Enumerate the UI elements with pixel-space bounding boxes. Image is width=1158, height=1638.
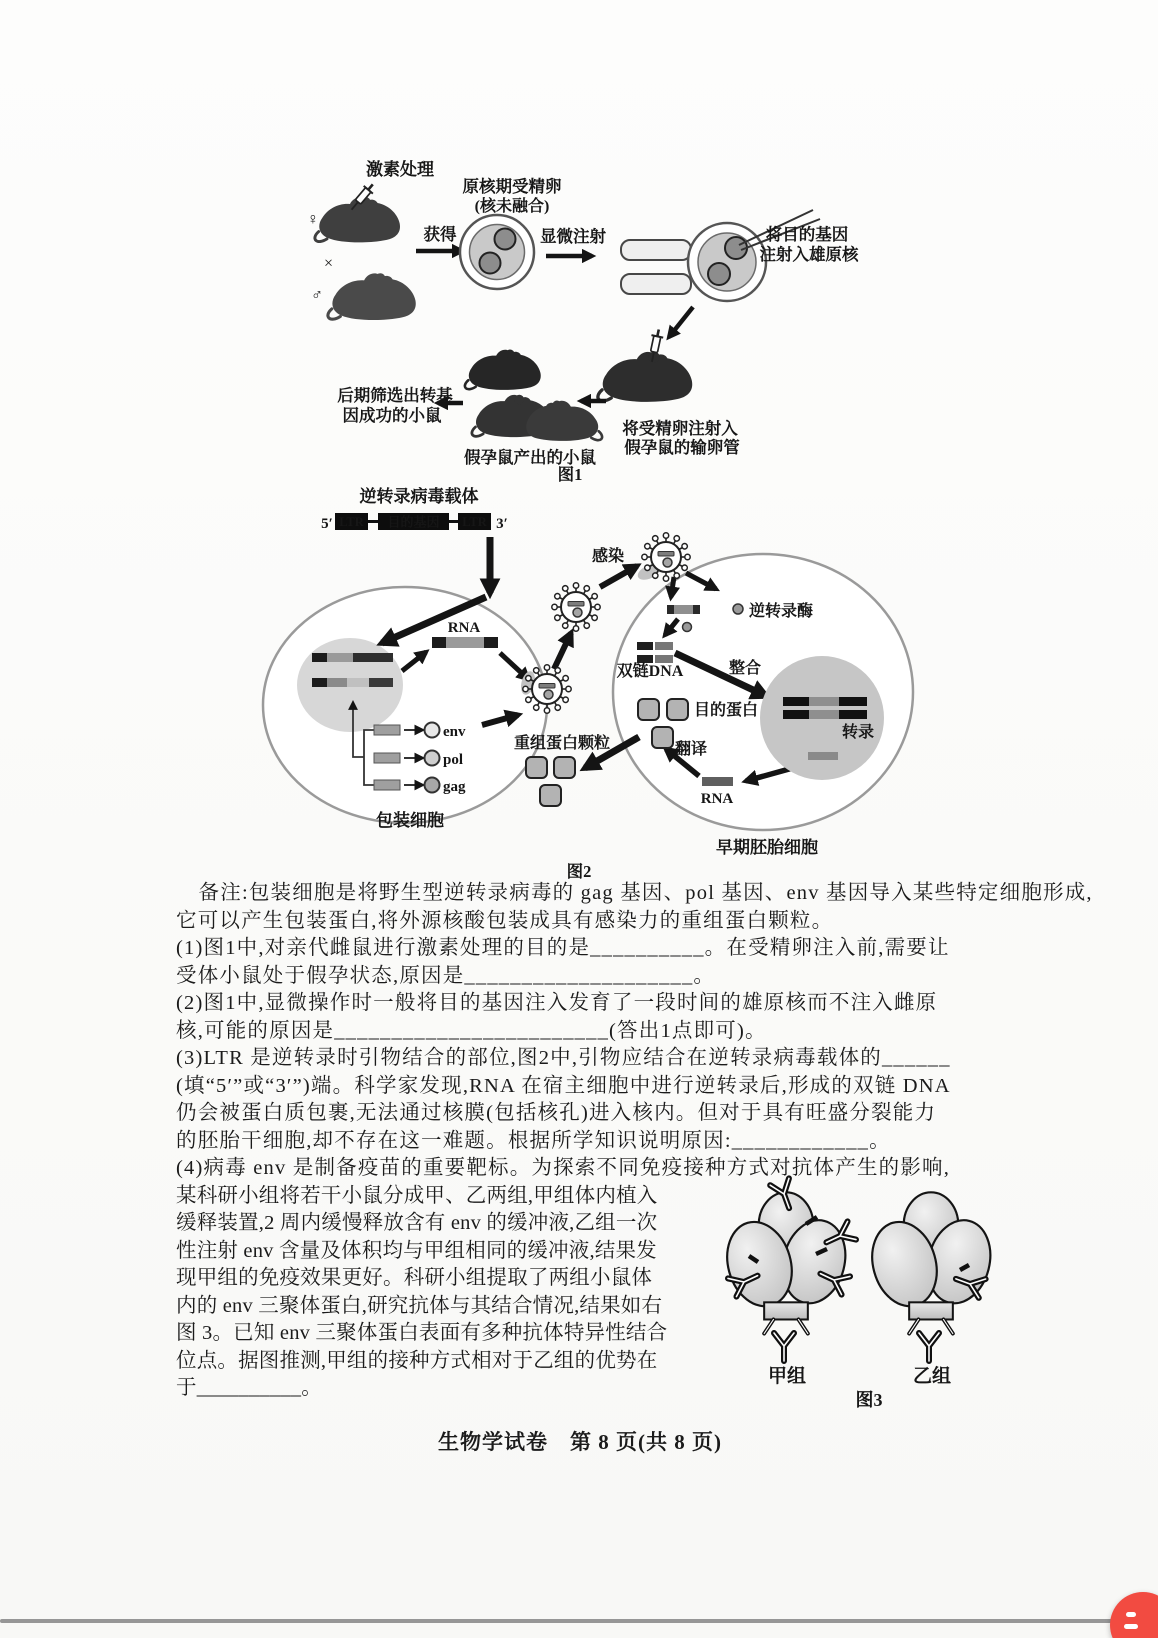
male-mouse-icon (328, 273, 416, 320)
rt-enzyme-label: 逆转录酶 (749, 603, 814, 620)
env-trimer-icon (863, 1192, 999, 1333)
env-trimer-icon (718, 1192, 854, 1333)
secreted-protein-squares (526, 757, 575, 806)
fig2-vector-title: 逆转录病毒载体 (359, 487, 479, 506)
infect-label: 感染 (591, 548, 625, 565)
three-prime-label: 3′ (496, 516, 508, 532)
env-label: env (443, 724, 466, 740)
transcribe-label: 转录 (842, 724, 875, 741)
q3-line-1: (3)LTR 是逆转录时引物结合的部位,图2中,引物应结合在逆转录病毒载体的______ (176, 1047, 951, 1069)
q4-line-1: 某科研小组将若干小鼠分成甲、乙两组,甲组体内植入 (176, 1184, 658, 1207)
reverse-transcriptase-icon (733, 604, 743, 614)
target-protein-label: 目的蛋白 (694, 702, 759, 719)
translate-label: 翻译 (674, 741, 708, 758)
q4-line-5: 内的 env 三聚体蛋白,研究抗体与其结合情况,结果如右 (176, 1294, 663, 1317)
enzyme-dot (683, 623, 692, 632)
scan-divider-line (0, 1619, 1116, 1623)
figure2-retrovirus-vector-diagram (250, 485, 970, 885)
target-gene-label: 目的基因 (387, 514, 440, 530)
fig1-label-inject-egg1: 将受精卵注射入 (622, 419, 738, 438)
pol-label: pol (443, 752, 464, 768)
q1-line-1: (1)图1中,对亲代雌鼠进行激素处理的目的是__________。在受精卵注入前,需要让 (176, 937, 950, 959)
female-symbol: ♀ (307, 211, 319, 228)
rna-bar-left (432, 637, 498, 648)
rna-right-label: RNA (700, 791, 734, 807)
figure3-antibody-binding-diagram (688, 1150, 1138, 1418)
packaging-cell-label: 包装细胞 (376, 811, 444, 830)
fab-glyph (1126, 1612, 1136, 1617)
fig1-caption: 图1 (557, 465, 583, 484)
note-line-2: 它可以产生包装蛋白,将外源核酸包装成具有感染力的重组蛋白颗粒。 (176, 909, 834, 932)
q2-line-1: (2)图1中,显微操作时一般将目的基因注入发育了一段时间的雄原核而不注入雌原 (176, 992, 938, 1014)
fig1-label-screen2: 因成功的小鼠 (342, 406, 442, 425)
fig1-label-egg1: 原核期受精卵 (462, 177, 562, 196)
q1-line-2: 受体小鼠处于假孕状态,原因是____________________。 (176, 964, 716, 987)
q3-line-2: (填“5′”或“3′”)端。科学家发现,RNA 在宿主细胞中进行逆转录后,形成的双链 DNA (176, 1074, 951, 1097)
gag-label: gag (443, 779, 466, 795)
q4-line-3: 性注射 env 含量及体积均与甲组相同的缓冲液,结果发 (176, 1239, 657, 1262)
holding-pipette-icon (621, 274, 691, 294)
antibody-icon (774, 1333, 794, 1361)
male-symbol: ♂ (311, 287, 323, 304)
group-a-trimer (718, 1178, 856, 1361)
embryo-cell-label: 早期胚胎细胞 (716, 838, 818, 857)
fig2-caption: 图2 (566, 862, 592, 881)
arrow-to-surrogate (669, 307, 693, 337)
fig3-caption: 图3 (855, 1390, 883, 1410)
rna-bar-top (667, 605, 700, 614)
group-b-label: 乙组 (912, 1366, 952, 1387)
q4-line-6: 图 3。已知 env 三聚体蛋白表面有多种抗体特异性结合 (176, 1322, 668, 1344)
q3-line-3: 仍会被蛋白质包裹,无法通过核膜(包括核孔)进入核内。但对于具有旺盛分裂能力 (176, 1102, 937, 1124)
q4-line-7: 位点。据图推测,甲组的接种方式相对于乙组的优势在 (176, 1349, 658, 1372)
group-b-trimer (863, 1192, 999, 1361)
injected-egg-icon (688, 223, 766, 301)
dsdna-label: 双链DNA (616, 663, 684, 680)
page-footer: 生物学试卷 第 8 页(共 8 页) (438, 1430, 722, 1454)
fig1-label-inject-gene1: 将目的基因 (765, 225, 849, 244)
fig1-label-obtain: 获得 (423, 225, 457, 244)
parent-mice (307, 159, 435, 320)
antibody-icon (919, 1333, 939, 1361)
q4-line-8: 于__________。 (176, 1377, 322, 1399)
vector-construct (321, 513, 508, 532)
fig1-label-egg2: (核未融合) (474, 198, 550, 215)
ltr-left-label: LTR (339, 515, 364, 529)
floating-action-button[interactable] (1110, 1592, 1158, 1638)
q2-line-2: 核,可能的原因是________________________(答出1点即可)。 (176, 1019, 767, 1042)
note-line-1: 备注:包装细胞是将野生型逆转录病毒的 gag 基因、pol 基因、env 基因导入某些特定细胞形成, (198, 882, 1093, 904)
q3-line-4: 的胚胎干细胞,却不存在这一难题。根据所学知识说明原因:____________。 (176, 1129, 891, 1152)
figure1-transgenic-mouse-diagram (280, 150, 880, 490)
offspring-mice (465, 350, 602, 441)
virus-icon (552, 583, 600, 631)
q4-line-2: 缓释装置,2 周内缓慢释放含有 env 的缓冲液,乙组一次 (176, 1212, 658, 1234)
mouse-icon (465, 350, 541, 390)
fig1-label-offspring: 假孕鼠产出的小鼠 (464, 448, 596, 467)
holding-pipette-icon (621, 240, 691, 260)
fig1-label-hormone: 激素处理 (366, 160, 434, 179)
fertilized-egg-icon (460, 215, 534, 289)
integrate-label: 整合 (728, 660, 762, 677)
fab-glyph (1124, 1624, 1138, 1629)
particle-label: 重组蛋白颗粒 (513, 735, 611, 752)
fig1-label-inject-gene2: 注射入雄原核 (759, 245, 859, 264)
rna-left-label: RNA (447, 620, 481, 636)
cross-symbol: × (324, 255, 334, 272)
pseudopregnant-mouse-icon (598, 352, 692, 402)
rna-bar-bottom (702, 777, 733, 786)
five-prime-label: 5′ (321, 516, 333, 532)
q4-line-4: 现甲组的免疫效果更好。科研小组提取了两组小鼠体 (176, 1267, 653, 1289)
group-a-label: 甲组 (767, 1366, 807, 1387)
fig1-label-screen1: 后期筛选出转基 (337, 386, 453, 405)
q4-intro-line: (4)病毒 env 是制备疫苗的重要靶标。为探索不同免疫接种方式对抗体产生的影响, (176, 1157, 951, 1179)
ltr-right-label: LTR (462, 515, 487, 529)
fig1-label-inject-egg2: 假孕鼠的输卵管 (624, 438, 740, 457)
fig1-label-microinjection: 显微注射 (540, 227, 606, 246)
nascent-rna-bar (808, 752, 838, 760)
